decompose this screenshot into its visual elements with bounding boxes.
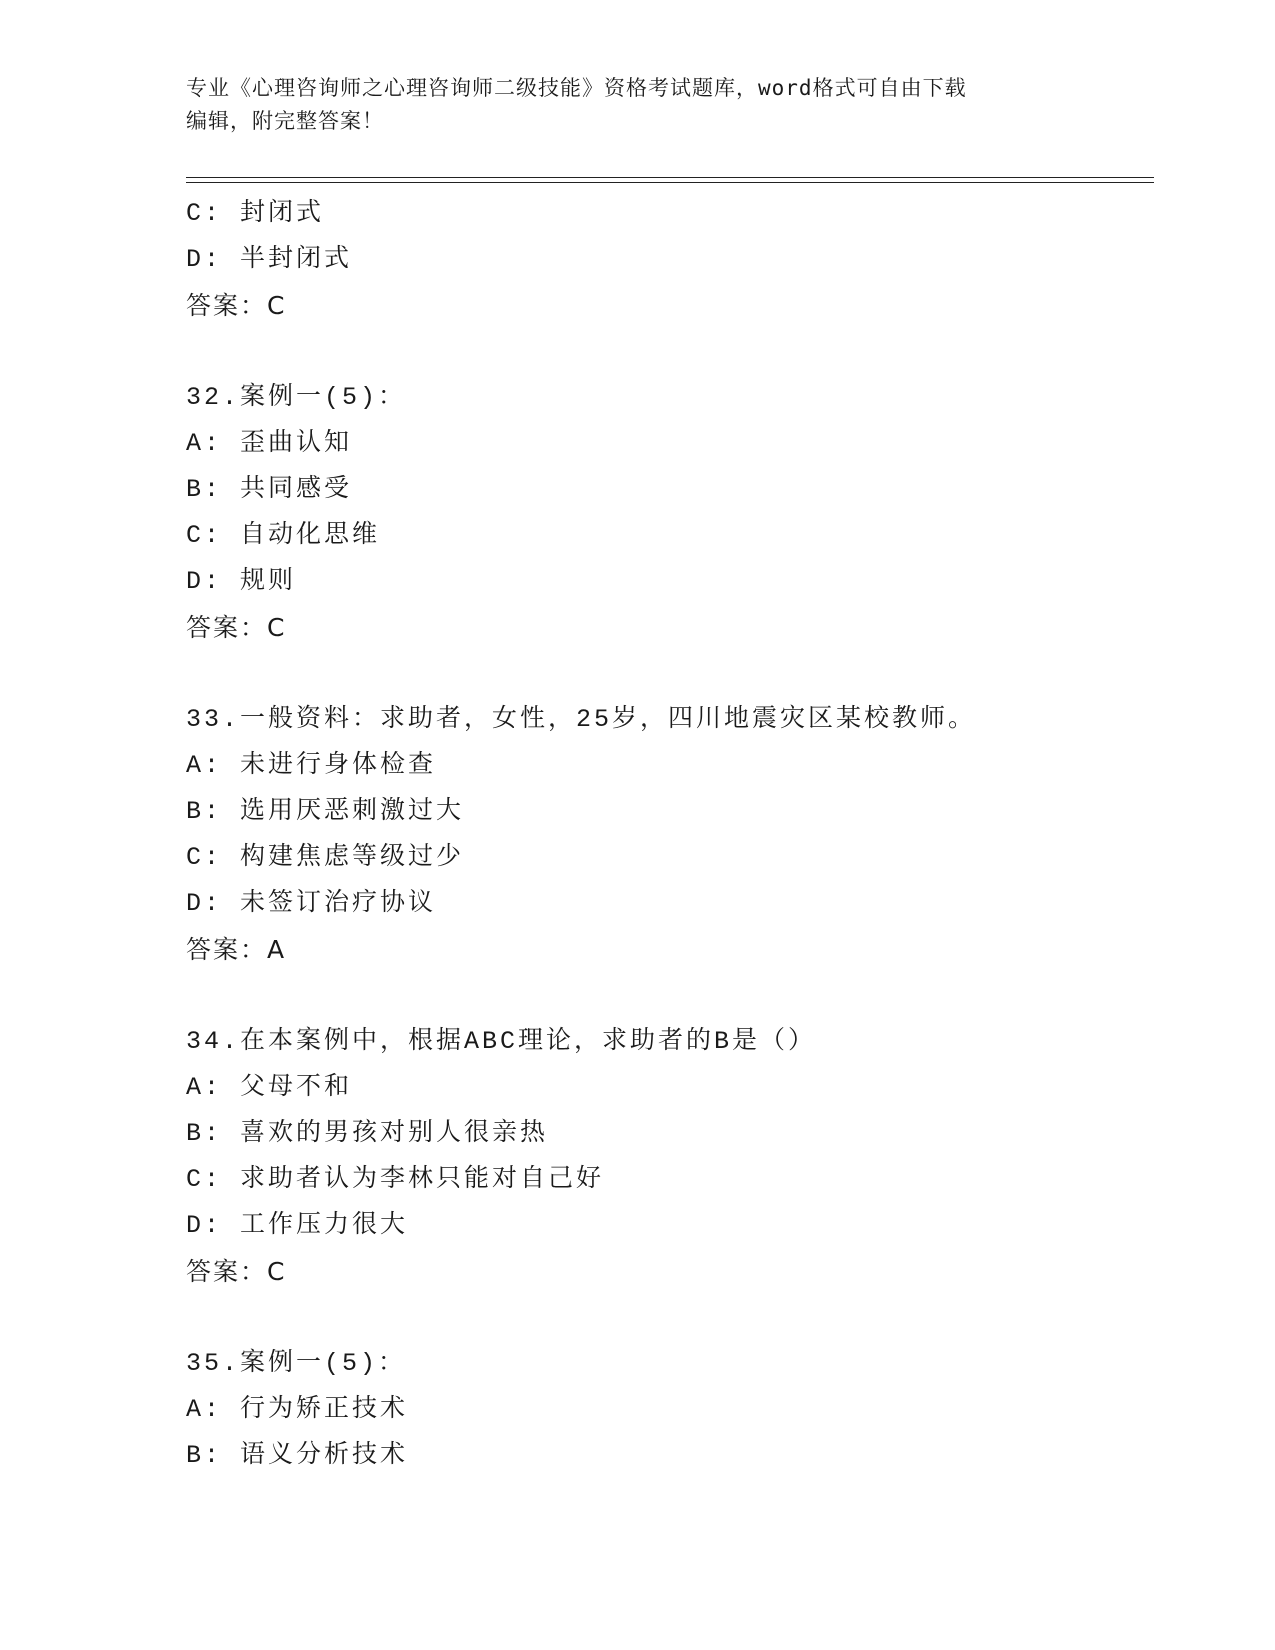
option-c: C: 自动化思维 (186, 521, 381, 550)
option-d: D: 未签订治疗协议 (186, 889, 437, 918)
question-spacer (186, 973, 1154, 1019)
question-spacer (186, 651, 1154, 697)
option-b: B: 喜欢的男孩对别人很亲热 (186, 1119, 549, 1148)
question-spacer (186, 1295, 1154, 1341)
question-spacer (186, 329, 1154, 375)
question-text: 33.一般资料：求助者，女性，25岁，四川地震灾区某校教师。 (186, 705, 977, 734)
option-a: A: 行为矫正技术 (186, 1395, 409, 1424)
option-a: A: 父母不和 (186, 1073, 353, 1102)
question-list (186, 191, 1154, 1479)
option-c: C: 构建焦虑等级过少 (186, 843, 465, 872)
answer-line: 答案：C (186, 613, 287, 642)
header-divider-top (186, 177, 1154, 178)
header-line-2: 编辑，附完整答案！ (186, 109, 384, 133)
option-d: D: 规则 (186, 567, 297, 596)
option-d: D: 工作压力很大 (186, 1211, 409, 1240)
option-c: C: 求助者认为李林只能对自己好 (186, 1165, 605, 1194)
question-text: 32.案例一(5)： (186, 383, 407, 412)
answer-line: 答案：C (186, 291, 287, 320)
option-b: B: 共同感受 (186, 475, 353, 504)
option-c: C: 封闭式 (186, 199, 325, 228)
option-a: A: 歪曲认知 (186, 429, 353, 458)
answer-line: 答案：A (186, 935, 287, 964)
option-a: A: 未进行身体检查 (186, 751, 437, 780)
option-d: D: 半封闭式 (186, 245, 353, 274)
option-b: B: 选用厌恶刺激过大 (186, 797, 465, 826)
header-line-1: 专业《心理咨询师之心理咨询师二级技能》资格考试题库，word格式可自由下载 (186, 76, 967, 100)
option-b: B: 语义分析技术 (186, 1441, 409, 1470)
question-text: 35.案例一(5)： (186, 1349, 407, 1378)
question-text: 34.在本案例中，根据ABC理论，求助者的B是（） (186, 1027, 817, 1056)
header-divider-bottom (186, 182, 1154, 183)
document-header (186, 72, 1086, 138)
answer-line: 答案：C (186, 1257, 287, 1286)
